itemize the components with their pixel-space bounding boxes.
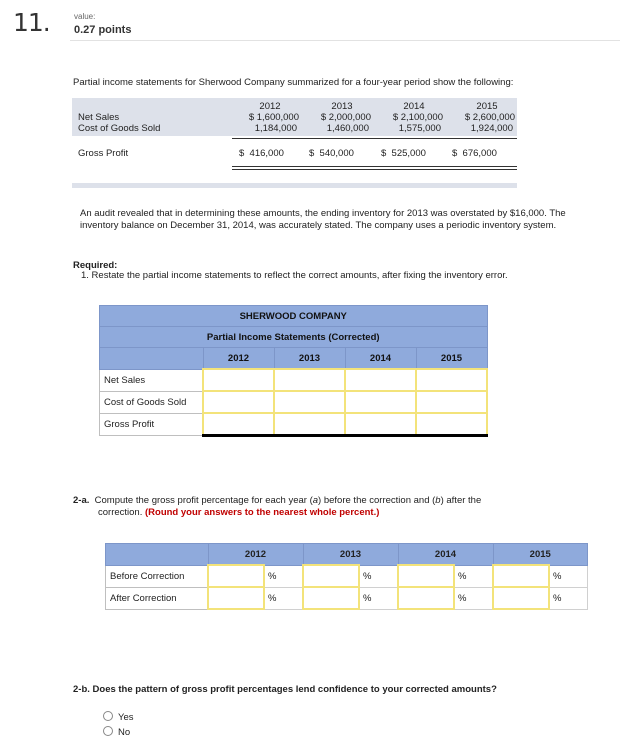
- gross-profit-value: $ 416,000: [239, 148, 284, 159]
- row-label-before: Before Correction: [106, 565, 209, 587]
- after-pct-input-2012[interactable]: [208, 587, 264, 609]
- q2a-text: Compute the gross profit percentage for each year (: [94, 495, 313, 506]
- year-header: 2013: [303, 544, 398, 566]
- year-header: 2013: [274, 348, 345, 370]
- year-header: 2015: [493, 544, 588, 566]
- after-pct-input-2013[interactable]: [303, 587, 359, 609]
- percent-sign: %: [359, 565, 398, 587]
- company-name: SHERWOOD COMPANY: [100, 306, 488, 327]
- option-yes-label: Yes: [118, 712, 134, 723]
- question-2b-text: 2-b. Does the pattern of gross profit percentages lend confidence to your corrected amounts?: [73, 684, 497, 695]
- corner-cell: [100, 348, 204, 370]
- net-sales-value: $ 2,100,000: [392, 112, 443, 123]
- year-header: 2012: [203, 348, 274, 370]
- radio-icon[interactable]: [103, 711, 113, 721]
- question-number: 11.: [13, 8, 50, 37]
- table-title: Partial Income Statements (Corrected): [100, 327, 488, 348]
- question-2b: [73, 684, 497, 695]
- cogs-value: 1,460,000: [326, 123, 369, 134]
- percent-sign: %: [264, 587, 303, 609]
- q2a-text: correction.: [98, 507, 145, 518]
- rounding-note: (Round your answers to the nearest whole percent.): [145, 507, 380, 518]
- after-pct-input-2015[interactable]: [493, 587, 549, 609]
- percent-sign: %: [454, 565, 493, 587]
- stmt-year: 2012: [259, 101, 281, 112]
- gross-profit-input-2015[interactable]: [416, 413, 487, 436]
- corner-cell: [106, 544, 209, 566]
- before-pct-input-2013[interactable]: [303, 565, 359, 587]
- q2a-text: ) after the: [440, 495, 482, 506]
- option-no[interactable]: [103, 726, 130, 738]
- before-pct-input-2014[interactable]: [398, 565, 454, 587]
- cogs-input-2015[interactable]: [416, 391, 487, 413]
- audit-paragraph: An audit revealed that in determining these amounts, the ending inventory for 2013 was overstated by $16,000. The inventory balance on December 31, 2014, was accurately stated. The company uses a periodic inventory system.: [80, 208, 566, 231]
- total-rule-1: [232, 166, 517, 167]
- gross-profit-label: Gross Profit: [78, 148, 129, 159]
- after-pct-input-2014[interactable]: [398, 587, 454, 609]
- gross-profit-input-2014[interactable]: [345, 413, 416, 436]
- net-sales-input-2013[interactable]: [274, 369, 345, 391]
- cogs-value: 1,575,000: [398, 123, 441, 134]
- points-value: 0.27 points: [74, 24, 132, 36]
- net-sales-value: $ 2,600,000: [464, 112, 515, 123]
- percent-sign: %: [549, 565, 588, 587]
- cogs-value: 1,924,000: [470, 123, 513, 134]
- required-label: Required:: [73, 260, 118, 271]
- cogs-label: Cost of Goods Sold: [78, 123, 161, 134]
- row-label-gross-profit: Gross Profit: [100, 413, 204, 436]
- year-header: 2012: [208, 544, 303, 566]
- row-label-after: After Correction: [106, 587, 209, 609]
- intro-text: Partial income statements for Sherwood Company summarized for a four-year period show the following:: [73, 77, 514, 88]
- percent-sign: %: [454, 587, 493, 609]
- radio-icon[interactable]: [103, 726, 113, 736]
- option-no-label: No: [118, 727, 131, 738]
- q2a-a: a: [312, 495, 319, 506]
- option-yes[interactable]: [103, 711, 134, 723]
- row-label-net-sales: Net Sales: [100, 369, 204, 391]
- gross-profit-value: $ 676,000: [452, 148, 497, 159]
- corrected-statement-table: [99, 305, 488, 437]
- year-header: 2015: [416, 348, 487, 370]
- gross-profit-percent-table: [105, 543, 588, 610]
- header-divider: [70, 40, 620, 41]
- gross-profit-value: $ 525,000: [381, 148, 426, 159]
- cogs-input-2013[interactable]: [274, 391, 345, 413]
- before-pct-input-2015[interactable]: [493, 565, 549, 587]
- year-header: 2014: [345, 348, 416, 370]
- year-header: 2014: [398, 544, 493, 566]
- stmt-year: 2014: [403, 101, 425, 112]
- question-2a-prefix: 2-a.: [73, 495, 90, 506]
- net-sales-input-2014[interactable]: [345, 369, 416, 391]
- stmt-year: 2015: [476, 101, 498, 112]
- stmt-year: 2013: [331, 101, 353, 112]
- percent-sign: %: [359, 587, 398, 609]
- net-sales-value: $ 2,000,000: [320, 112, 371, 123]
- subtotal-rule: [232, 138, 517, 139]
- question-2a-line2: [98, 507, 379, 518]
- section-divider: [72, 183, 517, 188]
- net-sales-input-2012[interactable]: [203, 369, 274, 391]
- total-rule-2: [232, 169, 517, 170]
- before-pct-input-2012[interactable]: [208, 565, 264, 587]
- net-sales-input-2015[interactable]: [416, 369, 487, 391]
- net-sales-value: $ 1,600,000: [248, 112, 299, 123]
- cogs-value: 1,184,000: [254, 123, 297, 134]
- row-label-cogs: Cost of Goods Sold: [100, 391, 204, 413]
- percent-sign: %: [264, 565, 303, 587]
- gross-profit-input-2012[interactable]: [203, 413, 274, 436]
- cogs-input-2014[interactable]: [345, 391, 416, 413]
- net-sales-label: Net Sales: [78, 112, 120, 123]
- required-item-1: 1. Restate the partial income statements to reflect the correct amounts, after fixing the inventory error.: [81, 270, 508, 281]
- question-2a-line1: [73, 495, 481, 506]
- q2a-b: b: [435, 495, 441, 506]
- q2a-text: ) before the correction and (: [318, 495, 436, 506]
- cogs-input-2012[interactable]: [203, 391, 274, 413]
- gross-profit-input-2013[interactable]: [274, 413, 345, 436]
- value-label: value:: [74, 12, 96, 21]
- percent-sign: %: [549, 587, 588, 609]
- gross-profit-value: $ 540,000: [309, 148, 354, 159]
